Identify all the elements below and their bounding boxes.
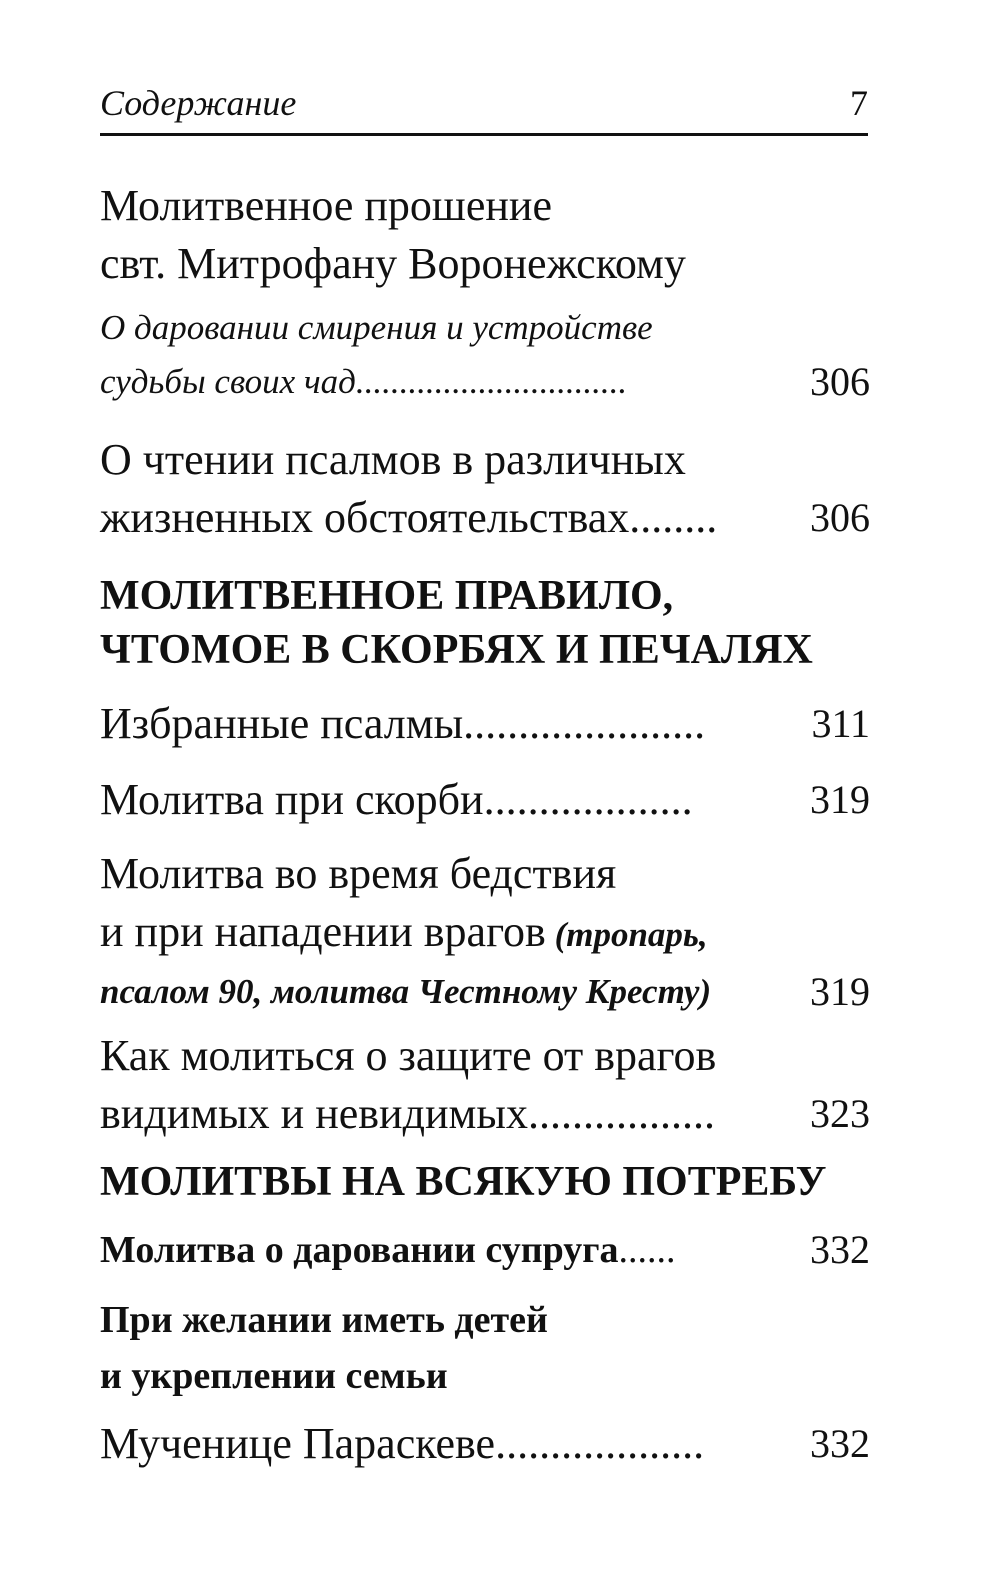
page-header: [100, 82, 868, 134]
toc-page-number: 306: [810, 359, 870, 404]
toc-entry-note: (тропарь,: [545, 915, 708, 954]
leader-dots: .................: [527, 1089, 715, 1138]
toc-subentry-text: псалом 90, молитва Честному Кресту): [100, 972, 712, 1011]
leader-dots: ...............................: [355, 362, 628, 401]
leader-dots: ......................: [463, 699, 706, 748]
leader-dots: ........: [629, 493, 718, 542]
toc-subentry-line: [100, 352, 870, 412]
subsection-heading-text: и укреплении семьи: [100, 1355, 448, 1397]
toc-entry-text: и при нападении врагов: [100, 907, 546, 956]
toc-entry-title-line: [100, 430, 870, 490]
toc-entry-title-line: [100, 1414, 870, 1474]
section-heading: [100, 620, 870, 680]
toc-entry-text: Как молиться о защите от врагов: [100, 1031, 717, 1080]
toc-entry-text: Молитва о даровании супруга: [100, 1229, 619, 1271]
toc-entry-text: Молитвенное прошение: [100, 181, 552, 230]
toc-entry-text: Молитва во время бедствия: [100, 849, 617, 898]
leader-dots: ......: [618, 1229, 676, 1271]
toc-entry-title-line: [100, 902, 870, 962]
toc-entry-title-line: [100, 234, 870, 294]
toc-subentry-text: О даровании смирения и устройстве: [100, 308, 653, 347]
running-title: Содержание: [100, 83, 297, 123]
toc-entry-title-line: [100, 694, 870, 754]
toc-entry-title-line: [100, 176, 870, 236]
toc-entry-text: жизненных обстоятельствах: [100, 493, 630, 542]
toc-entry-text: Избранные псалмы: [100, 699, 464, 748]
toc-entry-title-line: [100, 770, 870, 830]
toc-entry-title-line: [100, 1084, 870, 1144]
toc-entry-title-line: [100, 844, 870, 904]
toc-page-number: 332: [810, 1227, 870, 1272]
page-number: 7: [850, 83, 868, 123]
toc-entry-text: свт. Митрофану Воронежскому: [100, 239, 686, 288]
toc-entry-text: О чтении псалмов в различных: [100, 435, 686, 484]
section-heading-text: ЧТОМОЕ В СКОРБЯХ И ПЕЧАЛЯХ: [100, 627, 813, 673]
section-heading: [100, 1152, 870, 1212]
toc-page-number: 332: [810, 1421, 870, 1466]
section-heading-text: МОЛИТВЕННОЕ ПРАВИЛО,: [100, 573, 674, 619]
section-heading-text: МОЛИТВЫ НА ВСЯКУЮ ПОТРЕБУ: [100, 1159, 827, 1205]
leader-dots: ...................: [495, 1419, 705, 1468]
toc-page-number: 306: [810, 495, 870, 540]
subsection-heading-text: При желании иметь детей: [100, 1299, 548, 1341]
toc-entry-text: Мученице Параскеве: [100, 1419, 496, 1468]
toc-page-number: 323: [810, 1091, 870, 1136]
toc-page-number: 319: [810, 969, 870, 1014]
header-rule: [100, 133, 868, 136]
toc-entry-text: видимых и невидимых: [100, 1089, 528, 1138]
subsection-heading: [100, 1346, 870, 1406]
toc-page-number: 311: [811, 701, 870, 746]
toc-page-number: 319: [810, 777, 870, 822]
leader-dots: ...................: [483, 775, 693, 824]
toc-subentry-line: [100, 298, 870, 358]
toc-entry-title-line: [100, 1026, 870, 1086]
toc-entry-title-line: [100, 1220, 870, 1280]
toc-subentry-line: [100, 962, 870, 1022]
toc-entry-title-line: [100, 488, 870, 548]
toc-entry-text: Молитва при скорби: [100, 775, 484, 824]
toc-subentry-text: судьбы своих чад: [100, 362, 356, 401]
subsection-heading: [100, 1290, 870, 1350]
section-heading: [100, 566, 870, 626]
